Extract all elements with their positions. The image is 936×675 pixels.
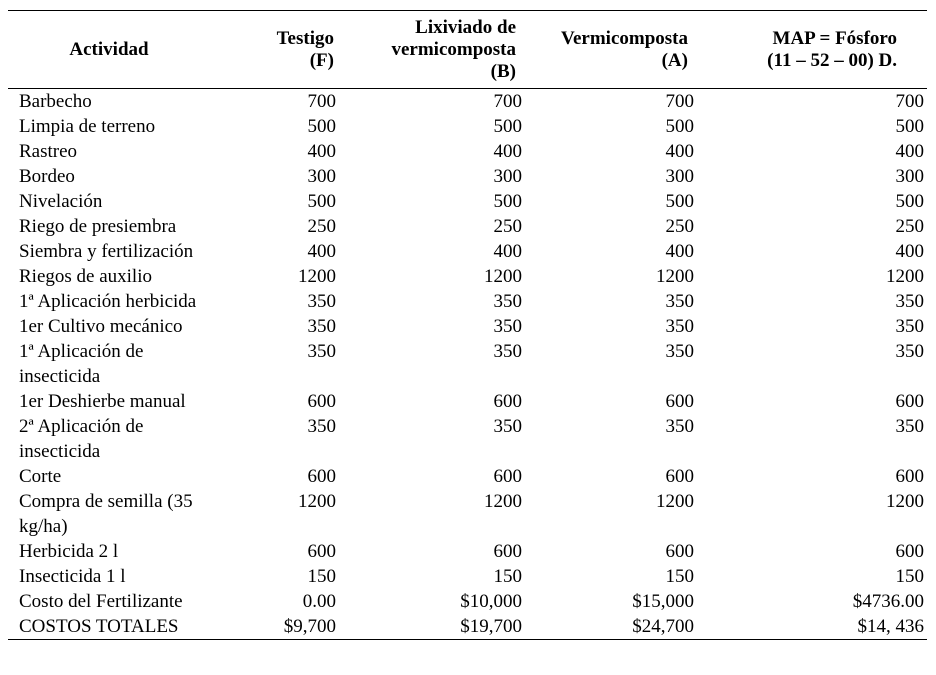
table-row (8, 589, 927, 614)
cell-vermicomposta: 500 (665, 191, 694, 212)
cell-map-fosforo: 600 (895, 391, 924, 412)
cell-lixiviado: 1200 (484, 491, 522, 512)
table-row (8, 139, 927, 164)
cell-map-fosforo: 300 (895, 166, 924, 187)
cell-map-fosforo: $14, 436 (857, 616, 924, 637)
cell-actividad: Riego de presiembra (19, 216, 177, 237)
cell-testigo: 600 (307, 391, 336, 412)
cell-actividad: Limpia de terreno (19, 116, 156, 137)
cell-actividad: Costo del Fertilizante (19, 591, 183, 612)
cell-actividad: Riegos de auxilio (19, 266, 152, 287)
cell-map-fosforo: 1200 (886, 491, 924, 512)
cell-actividad: 1er Cultivo mecánico (19, 316, 183, 337)
cell-lixiviado: 1200 (484, 266, 522, 287)
cell-lixiviado: 350 (493, 316, 522, 337)
cell-actividad: 2ª Aplicación de insecticida (19, 416, 144, 462)
cell-actividad: Compra de semilla (35 kg/ha) (19, 491, 193, 537)
cell-vermicomposta: 250 (665, 216, 694, 237)
cell-map-fosforo: 150 (895, 566, 924, 587)
cell-map-fosforo: 250 (895, 216, 924, 237)
cell-testigo: 350 (307, 341, 336, 362)
cell-lixiviado: 600 (493, 466, 522, 487)
table-row (8, 414, 927, 464)
table-row (8, 614, 927, 640)
table-row (8, 339, 927, 389)
header-lixiviado: Lixiviado de vermicomposta (B) (391, 16, 516, 82)
cell-lixiviado: 500 (493, 191, 522, 212)
cell-vermicomposta: 300 (665, 166, 694, 187)
cell-testigo: 350 (307, 291, 336, 312)
header-actividad: Actividad (69, 38, 149, 60)
table-row (8, 314, 927, 339)
cell-testigo: $9,700 (283, 616, 336, 637)
cell-lixiviado: 350 (493, 291, 522, 312)
cell-testigo: 300 (307, 166, 336, 187)
cell-vermicomposta: 600 (665, 466, 694, 487)
cell-vermicomposta: 350 (665, 341, 694, 362)
cell-testigo: 350 (307, 416, 336, 437)
table-row (8, 89, 927, 115)
cell-testigo: 0.00 (302, 591, 336, 612)
table-row (8, 114, 927, 139)
table-row (8, 464, 927, 489)
cell-testigo: 400 (307, 141, 336, 162)
header-row (8, 11, 927, 89)
cell-testigo: 700 (307, 91, 336, 112)
cell-actividad: Siembra y fertilización (19, 241, 194, 262)
cell-testigo: 500 (307, 191, 336, 212)
cell-lixiviado: 400 (493, 141, 522, 162)
cell-actividad: Insecticida 1 l (19, 566, 126, 587)
header-vermicomposta: Vermicomposta (A) (561, 27, 688, 71)
cell-testigo: 500 (307, 116, 336, 137)
cell-actividad: Barbecho (19, 91, 92, 112)
cell-vermicomposta: 600 (665, 541, 694, 562)
cell-vermicomposta: $24,700 (632, 616, 694, 637)
cell-actividad: 1ª Aplicación de insecticida (19, 341, 144, 387)
cell-vermicomposta: 1200 (656, 491, 694, 512)
cell-map-fosforo: 1200 (886, 266, 924, 287)
cell-lixiviado: $19,700 (460, 616, 522, 637)
cell-actividad: Rastreo (19, 141, 78, 162)
costs-table (8, 10, 927, 640)
cell-lixiviado: 350 (493, 416, 522, 437)
header-map-fosforo: MAP = Fósforo (11 – 52 – 00) D. (767, 27, 897, 71)
table-row (8, 489, 927, 539)
cell-actividad: Corte (19, 466, 62, 487)
cell-map-fosforo: 600 (895, 466, 924, 487)
cell-map-fosforo: 600 (895, 541, 924, 562)
cell-lixiviado: 150 (493, 566, 522, 587)
cell-lixiviado: 400 (493, 241, 522, 262)
cell-map-fosforo: 350 (895, 316, 924, 337)
cell-map-fosforo: 500 (895, 191, 924, 212)
header-testigo: Testigo (F) (276, 27, 334, 71)
cell-map-fosforo: 400 (895, 141, 924, 162)
table-row (8, 539, 927, 564)
cell-actividad: Herbicida 2 l (19, 541, 119, 562)
table-row (8, 564, 927, 589)
cell-vermicomposta: 700 (665, 91, 694, 112)
cell-testigo: 150 (307, 566, 336, 587)
cell-vermicomposta: 350 (665, 416, 694, 437)
table-row (8, 214, 927, 239)
table-row (8, 389, 927, 414)
cell-map-fosforo: 700 (895, 91, 924, 112)
cell-map-fosforo: 350 (895, 291, 924, 312)
cell-actividad: Bordeo (19, 166, 75, 187)
cell-lixiviado: $10,000 (460, 591, 522, 612)
cell-map-fosforo: 500 (895, 116, 924, 137)
cell-testigo: 1200 (298, 491, 336, 512)
cell-testigo: 600 (307, 466, 336, 487)
cell-actividad: COSTOS TOTALES (19, 616, 179, 637)
cell-vermicomposta: 600 (665, 391, 694, 412)
cell-testigo: 250 (307, 216, 336, 237)
cell-testigo: 600 (307, 541, 336, 562)
cell-testigo: 350 (307, 316, 336, 337)
cell-lixiviado: 500 (493, 116, 522, 137)
cell-actividad: 1ª Aplicación herbicida (19, 291, 197, 312)
cell-vermicomposta: $15,000 (632, 591, 694, 612)
cell-vermicomposta: 400 (665, 241, 694, 262)
table-body (8, 89, 927, 640)
cell-vermicomposta: 500 (665, 116, 694, 137)
cell-map-fosforo: 350 (895, 341, 924, 362)
cell-lixiviado: 700 (493, 91, 522, 112)
cell-lixiviado: 600 (493, 391, 522, 412)
cell-lixiviado: 300 (493, 166, 522, 187)
cell-actividad: 1er Deshierbe manual (19, 391, 186, 412)
table-row (8, 164, 927, 189)
cell-map-fosforo: 350 (895, 416, 924, 437)
table-row (8, 289, 927, 314)
cell-lixiviado: 250 (493, 216, 522, 237)
cell-lixiviado: 600 (493, 541, 522, 562)
cell-actividad: Nivelación (19, 191, 103, 212)
cell-testigo: 1200 (298, 266, 336, 287)
cell-vermicomposta: 150 (665, 566, 694, 587)
cell-vermicomposta: 1200 (656, 266, 694, 287)
table-row (8, 189, 927, 214)
cell-map-fosforo: $4736.00 (852, 591, 924, 612)
cell-vermicomposta: 400 (665, 141, 694, 162)
cell-vermicomposta: 350 (665, 316, 694, 337)
cell-lixiviado: 350 (493, 341, 522, 362)
cell-vermicomposta: 350 (665, 291, 694, 312)
table-row (8, 264, 927, 289)
cell-testigo: 400 (307, 241, 336, 262)
cell-map-fosforo: 400 (895, 241, 924, 262)
table-row (8, 239, 927, 264)
